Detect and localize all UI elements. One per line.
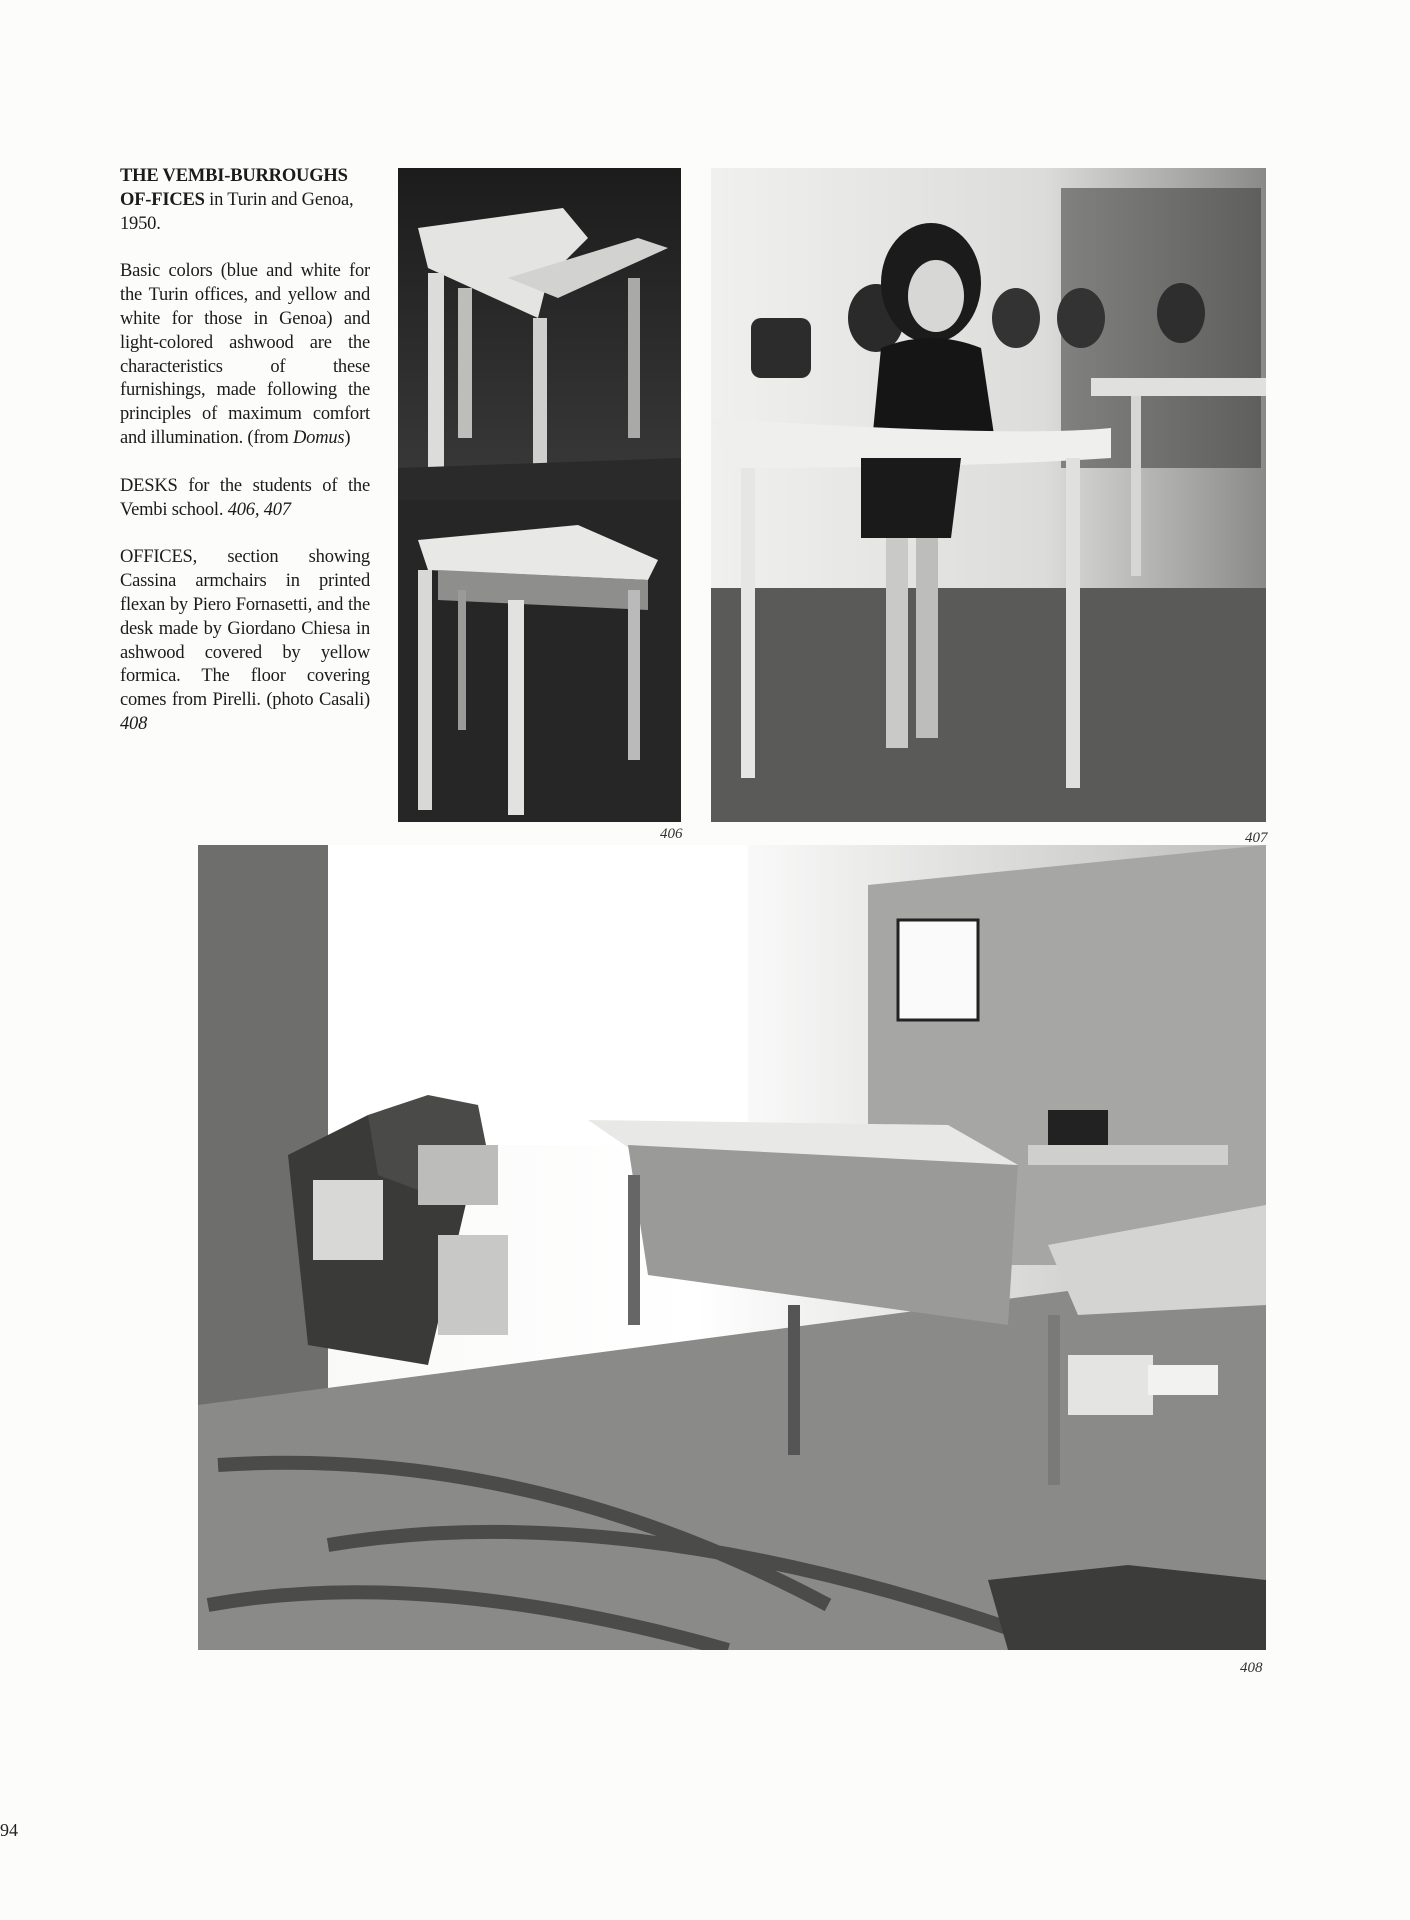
caption-block bbox=[120, 165, 370, 761]
figure-number-406: 406 bbox=[660, 826, 683, 842]
photo-office bbox=[128, 845, 1266, 1650]
caption-paragraph-offices: OFFICES, section showing Cassina armchairs in printed flexan by Piero Fornasetti, and the desk made by Giordano Chiesa in ashwood covered by yellow formica. The floor covering comes from Pirelli. (photo Casali) 408 bbox=[120, 547, 370, 734]
photo-students bbox=[711, 168, 1266, 822]
caption-paragraph-desks: DESKS for the students of the Vembi school. 406, 407 bbox=[120, 475, 370, 520]
page-number: 94 bbox=[0, 1820, 18, 1840]
figure-number-408: 408 bbox=[1240, 1660, 1263, 1676]
photo-desk-bottom bbox=[398, 500, 681, 822]
caption-paragraph-colors: Basic colors (blue and white for the Turin offices, and yellow and white for those in Genoa) and light-colored ashwood are the characteristics of these furnishings, made following the principles of maximum comfort and illumination. (from Domus) bbox=[120, 261, 370, 448]
photo-desk-top bbox=[398, 168, 681, 500]
caption-heading: THE VEMBI-BURROUGHS OF-FICES in Turin and Genoa, 1950. bbox=[120, 166, 354, 234]
figure-number-407: 407 bbox=[1245, 830, 1268, 846]
